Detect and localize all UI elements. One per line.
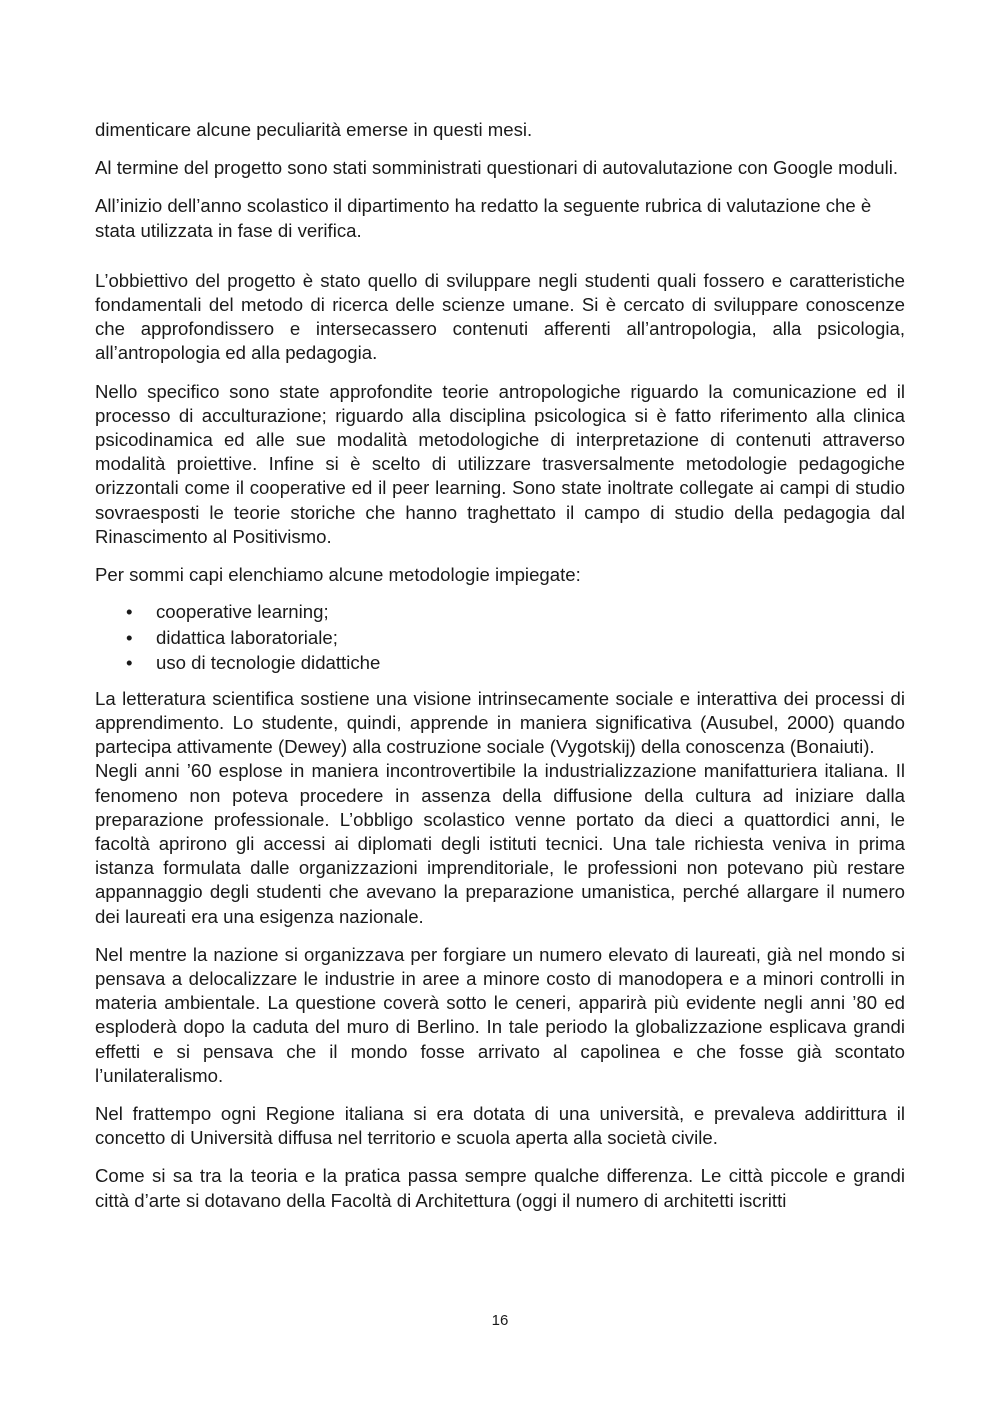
methods-list	[95, 599, 905, 676]
paragraph-methods-intro: Per sommi capi elenchiamo alcune metodologie impiegate:	[95, 564, 581, 586]
bullet-icon: •	[126, 601, 133, 623]
paragraph-delocalization: Nel mentre la nazione si organizzava per forgiare un numero elevato di laureati, già nel mondo si pensava a delocalizzare le industrie in aree a minore costo di manodopera e a minori controlli in materia ambientale. La questione coverà sotto le ceneri, apparirà più evidente negli anni ’80 ed esploderà dopo la caduta del muro di Berlino. In tale periodo la globalizzazione esplicava grandi effetti e si pensava che il mondo fosse arrivato al capolinea e che fosse già scontato l’unilateralismo.	[95, 943, 905, 1086]
paragraph-rubric: All’inizio dell’anno scolastico il dipartimento ha redatto la seguente rubrica di valutazione che è stata utilizzata in fase di verifica.	[95, 195, 872, 241]
paragraph-literature: La letteratura scientifica sostiene una visione intrinsecamente sociale e interattiva dei processi di apprendimento. Lo studente, quindi, apprende in maniera significativa (Ausubel, 2000) quando partecipa attivamente (Dewey) alla costruzione sociale (Vygotskij) della conoscenza (Bonaiuti).	[95, 687, 905, 758]
bullet-icon: •	[126, 626, 133, 648]
list-item	[95, 650, 905, 676]
list-item	[95, 599, 905, 625]
list-item-text: uso di tecnologie didattiche	[156, 652, 381, 674]
document-body	[95, 118, 905, 1227]
list-item	[95, 625, 905, 651]
paragraph-regions: Nel frattempo ogni Regione italiana si era dotata di una università, e prevaleva addirittura il concetto di Università diffusa nel territorio e scuola aperta alla società civile.	[95, 1103, 905, 1149]
paragraph-sixties: Negli anni ’60 esplose in maniera incontrovertibile la industrializzazione manifatturiera italiana. Il fenomeno non poteva procedere in assenza della diffusione della cultura ad iniziare dalla preparazione professionale. L’obbligo scolastico venne portato da dieci a quattordici anni, le facoltà aprirono gli accessi ai diplomati degli istituti tecnici. Una tale richiesta veniva in prima istanza formulata dalle organizzazioni imprenditoriale, le professioni non potevano più restare appannaggio degli studenti che avevano la preparazione umanistica, perché allargare il numero dei laureati era una esigenza nazionale.	[95, 760, 905, 927]
paragraph-specifics: Nello specifico sono state approfondite teorie antropologiche riguardo la comunicazione ed il processo di acculturazione; riguardo alla disciplina psicologica si è fatto riferimento alla clinica psicodinamica ed alle sue modalità metodologiche di interpretazione di contenuti attraverso modalità proiettive. Infine si è scelto di utilizzare trasversalmente metodologie pedagogiche orizzontali come il cooperative ed il peer learning. Sono state inoltrate collegate ai campi di studio sovraesposti le teorie storiche che hanno traghettato il campo di studio della pedagogia dal Rinascimento al Positivismo.	[95, 380, 905, 547]
page-number: 16	[491, 1312, 509, 1329]
paragraph-questionnaires: Al termine del progetto sono stati somministrati questionari di autovalutazione con Google moduli.	[95, 157, 899, 179]
paragraph-theory-practice: Come si sa tra la teoria e la pratica passa sempre qualche differenza. Le città piccole e grandi città d’arte si dotavano della Facoltà di Architettura (oggi il numero di architetti iscritti	[95, 1165, 905, 1211]
blank-space	[95, 243, 905, 269]
list-item-text: didattica laboratoriale;	[156, 626, 338, 648]
list-item-text: cooperative learning;	[156, 601, 329, 623]
paragraph-continuation: dimenticare alcune peculiarità emerse in questi mesi.	[95, 119, 533, 140]
bullet-icon: •	[126, 652, 133, 674]
paragraph-objective: L’obbiettivo del progetto è stato quello di sviluppare negli studenti quali fossero e caratteristiche fondamentali del metodo di ricerca delle scienze umane. Si è cercato di sviluppare conoscenze che approfondissero e intersecassero contenuti afferenti all’antropologia, alla psicologia, all’antropologia ed alla pedagogia.	[95, 269, 905, 364]
